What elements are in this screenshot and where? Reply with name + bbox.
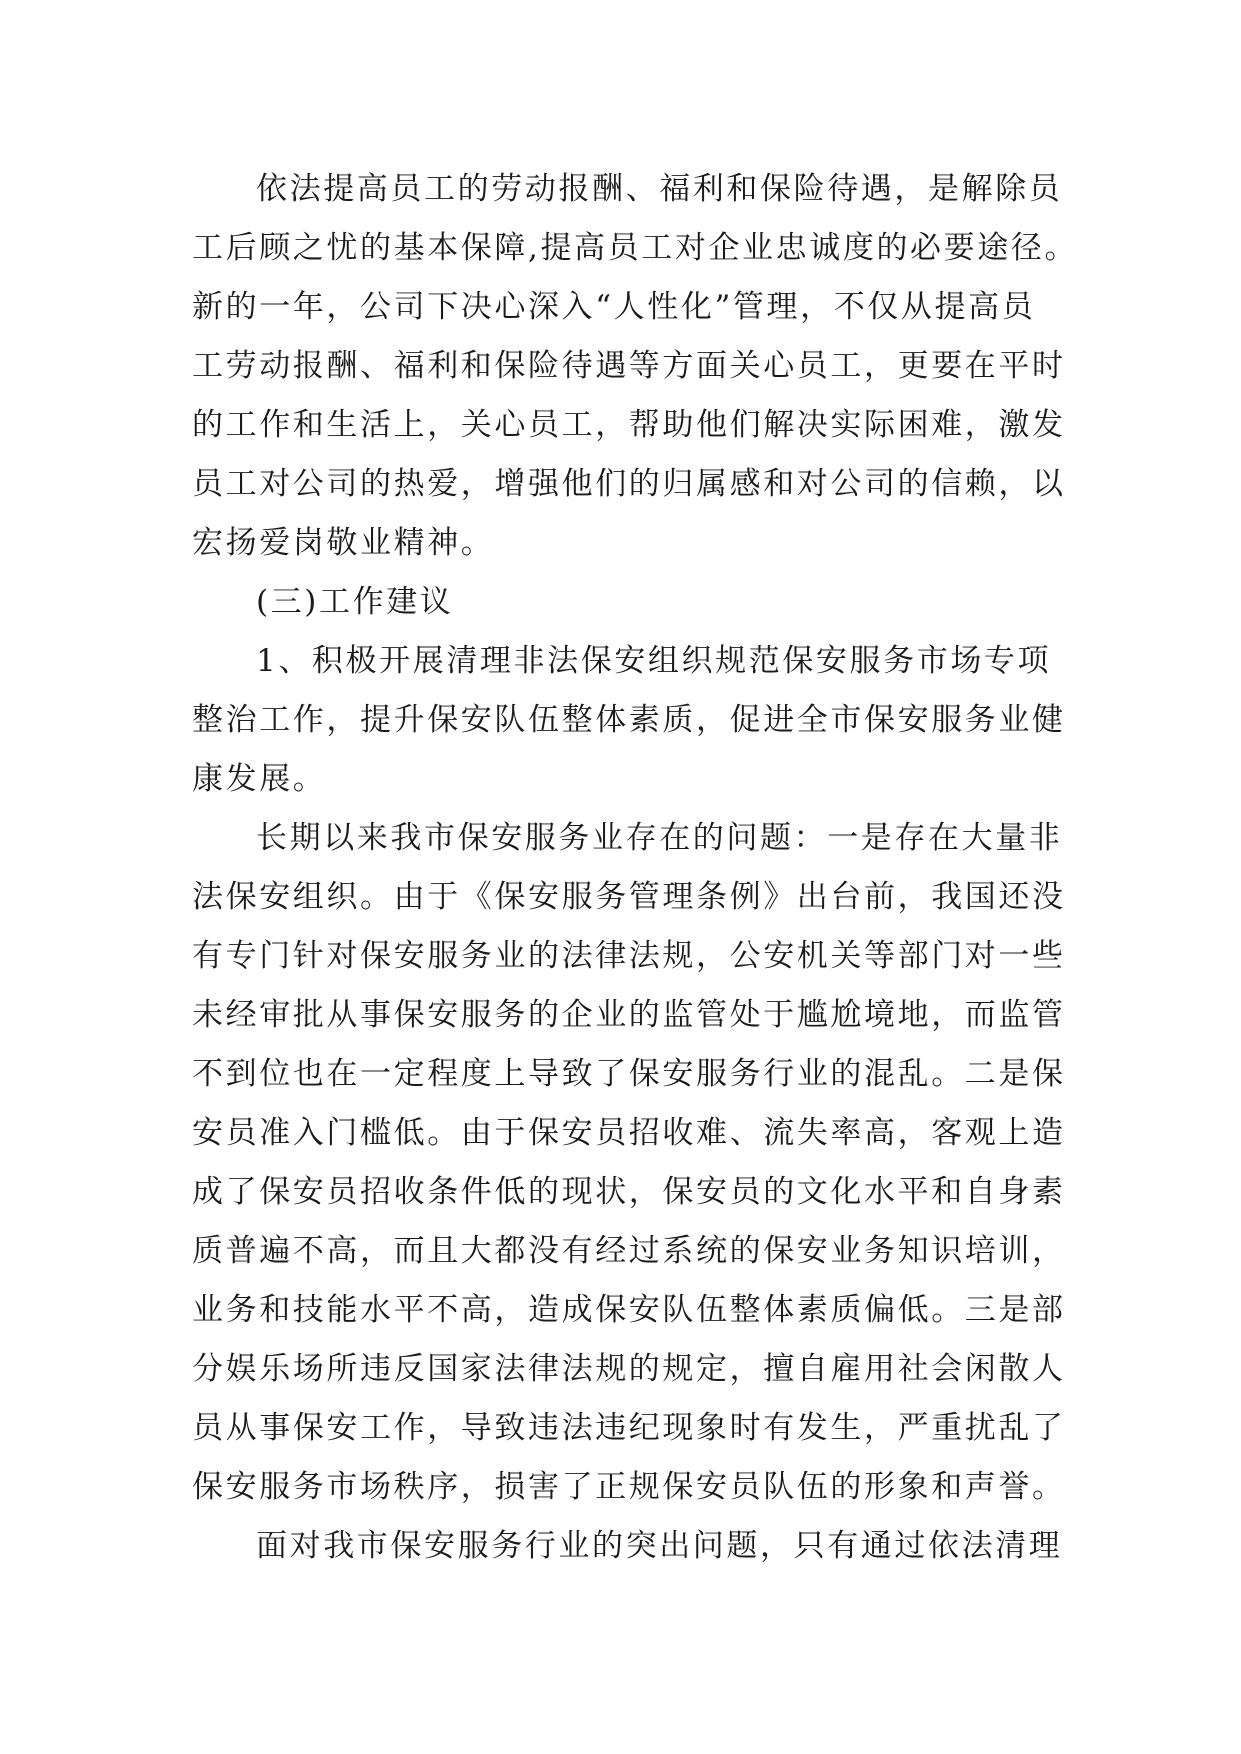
text-line: 康发展。 xyxy=(192,761,327,797)
text-line: 质普遍不高，而且大都没有经过系统的保安业务知识培训， xyxy=(192,1233,1066,1269)
text-line: 成了保安员招收条件低的现状，保安员的文化水平和自身素 xyxy=(192,1174,1066,1210)
paragraph-item-1 xyxy=(192,632,1072,809)
section-heading xyxy=(192,573,1072,632)
text-line: 分娱乐场所违反国家法律法规的规定，擅自雇用社会闲散人 xyxy=(192,1351,1066,1387)
text-line: 宏扬爱岗敬业精神。 xyxy=(192,525,495,561)
text-line: 员工对公司的热爱，增强他们的归属感和对公司的信赖，以 xyxy=(192,466,1066,502)
text-line: 1、积极开展清理非法保安组织规范保安服务市场专项 xyxy=(256,643,1052,679)
paragraph-employee-welfare xyxy=(192,160,1079,573)
text-line: 工劳动报酬、福利和保险待遇等方面关心员工，更要在平时 xyxy=(192,348,1066,384)
text-line: 业务和技能水平不高，造成保安队伍整体素质偏低。三是部 xyxy=(192,1292,1066,1328)
text-line: 新的一年，公司下决心深入“人性化”管理，不仅从提高员 xyxy=(192,289,1036,325)
paragraph-industry-problems xyxy=(192,809,1072,1517)
text-line: 不到位也在一定程度上导致了保安服务行业的混乱。二是保 xyxy=(192,1056,1066,1092)
text-line: 有专门针对保安服务业的法律法规，公安机关等部门对一些 xyxy=(192,938,1066,974)
text-line: 面对我市保安服务行业的突出问题，只有通过依法清理 xyxy=(256,1528,1063,1564)
text-line: 员从事保安工作，导致违法违纪现象时有发生，严重扰乱了 xyxy=(192,1410,1066,1446)
text-line: 保安服务市场秩序，损害了正规保安员队伍的形象和声誉。 xyxy=(192,1469,1066,1505)
text-line: 整治工作，提升保安队伍整体素质，促进全市保安服务业健 xyxy=(192,702,1066,738)
text-line: 安员准入门槛低。由于保安员招收难、流失率高，客观上造 xyxy=(192,1115,1066,1151)
text-line: 长期以来我市保安服务业存在的问题：一是存在大量非 xyxy=(256,820,1063,856)
text-line: 依法提高员工的劳动报酬、福利和保险待遇，是解除员 xyxy=(256,171,1063,207)
text-line: 工后顾之忧的基本保障,提高员工对企业忠诚度的必要途径。 xyxy=(192,230,1079,266)
section-heading-text: (三)工作建议 xyxy=(256,584,454,620)
text-line: 法保安组织。由于《保安服务管理条例》出台前，我国还没 xyxy=(192,879,1066,915)
text-line: 未经审批从事保安服务的企业的监管处于尴尬境地，而监管 xyxy=(192,997,1066,1033)
text-line: 的工作和生活上，关心员工，帮助他们解决实际困难，激发 xyxy=(192,407,1066,443)
paragraph-response xyxy=(192,1517,1072,1576)
document-body xyxy=(192,160,1079,1576)
